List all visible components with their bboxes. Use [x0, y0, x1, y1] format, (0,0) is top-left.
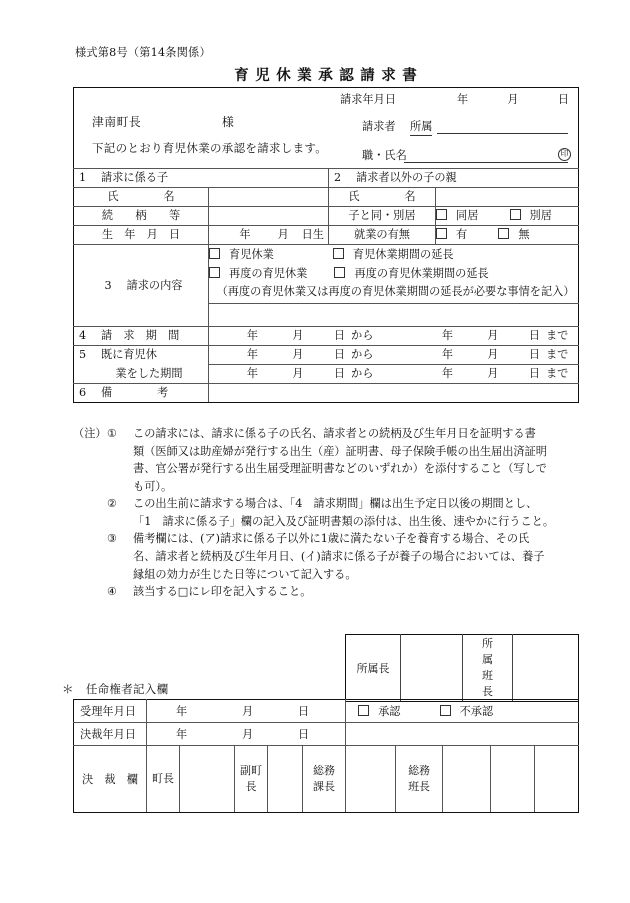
child-name-input[interactable] [209, 188, 329, 207]
seal-mark [558, 146, 571, 161]
note-line: 備考欄には、(ア)請求に係る子以外に1歳に満たない子を養育する場合、その氏 [133, 532, 530, 546]
s4-from-word: から [351, 329, 374, 342]
section1-title-text: 請求に係る子 [101, 171, 169, 184]
affiliation-input[interactable] [437, 120, 568, 134]
receipt-day: 日 [298, 705, 310, 718]
extra-seal-cell-1[interactable] [491, 746, 535, 813]
note-line: 類（医師又は助産婦が発行する出生（産）証明書、母子保険手帳の出生届出済証明 [133, 444, 547, 458]
section5-number: 5 [79, 348, 87, 362]
section6-number: 6 [79, 386, 87, 399]
receipt-date-label: 受理年月日 [74, 700, 147, 723]
s5b-from-year: 年 [246, 367, 259, 380]
section5-title-text1: 既に育児休 [101, 348, 157, 362]
receipt-year: 年 [176, 705, 188, 718]
section2-title [329, 169, 579, 188]
birthdate-month: 月 [277, 228, 289, 241]
main-form-table [73, 87, 579, 403]
section4-title-text: 請 求 期 間 [101, 329, 180, 342]
s5b-from-day: 日 [333, 367, 346, 380]
section5-range-2[interactable] [209, 365, 579, 384]
note-marker: ③ [107, 532, 118, 546]
signer-seal-general-affairs-chief[interactable] [346, 746, 396, 813]
section3-title-text: 請求の内容 [126, 278, 183, 292]
section3-option-4: 再度の育児休業期間の延長 [354, 266, 489, 280]
cohabitation-label: 子と同・別居 [329, 207, 436, 226]
section6-title [74, 384, 209, 403]
note-line: も可）。 [133, 479, 173, 493]
receipt-month: 月 [242, 705, 254, 718]
request-date-day: 日 [557, 93, 569, 106]
relationship-input[interactable] [209, 207, 329, 226]
s5b-from-word: から [351, 367, 374, 380]
checkbox-leave-extension-icon[interactable] [333, 248, 344, 259]
employment-option-1: 有 [456, 228, 468, 241]
signer-label-mayor: 町長 [147, 746, 180, 813]
signer-label-line2: 課長 [313, 780, 336, 793]
section3-option-1: 育児休業 [229, 247, 274, 261]
signer-label-deputy-mayor: 副町長 [235, 746, 268, 813]
birthdate-input[interactable] [209, 226, 329, 245]
section3-option-2: 育児休業期間の延長 [352, 247, 454, 261]
section1-title [74, 169, 329, 188]
checkbox-separate-icon[interactable] [510, 209, 521, 220]
section4-number: 4 [79, 329, 87, 342]
signer-seal-mayor[interactable] [180, 746, 235, 813]
s5b-to-year: 年 [441, 367, 454, 380]
employment-option-2: 無 [518, 228, 530, 241]
title-name-input[interactable] [404, 149, 568, 163]
s5a-to-word: まで [545, 348, 569, 361]
section3-option-3: 再度の育児休業 [229, 266, 308, 280]
note-marker: ② [107, 497, 118, 511]
s5a-from-year: 年 [246, 348, 259, 361]
note-line: 「1 請求に係る子」欄の記入及び証明書類の添付は、出生後、速やかに行うこと。 [133, 514, 555, 528]
section-chief-seal-area[interactable] [513, 635, 579, 702]
s5a-from-day: 日 [333, 348, 346, 361]
s4-to-year: 年 [441, 329, 454, 342]
s4-to-month: 月 [487, 329, 499, 342]
checkbox-approved-icon[interactable] [358, 705, 369, 716]
note-item [73, 425, 585, 495]
decision-date-input[interactable] [147, 723, 346, 746]
appointer-label-text: 任命権者記入欄 [85, 682, 169, 696]
request-statement: 下記のとおり育児休業の承認を請求します。 [92, 141, 328, 155]
appointer-table [73, 699, 579, 813]
section-chief-label-line1: 所 属 [482, 637, 504, 666]
decision-year: 年 [176, 728, 188, 741]
notes-section [73, 425, 585, 601]
section-chief-label [463, 635, 513, 702]
s5b-to-day: 日 [528, 367, 540, 380]
s5a-to-year: 年 [441, 348, 454, 361]
section3-number: 3 [104, 278, 112, 292]
s5a-from-word: から [351, 348, 374, 361]
supervisor-label: 所属長 [346, 635, 401, 702]
signer-label-general-affairs-chief [303, 746, 346, 813]
s4-to-day: 日 [528, 329, 540, 342]
s4-from-month: 月 [292, 329, 304, 342]
signer-seal-deputy-mayor[interactable] [268, 746, 303, 813]
decision-month: 月 [242, 728, 254, 741]
request-date-month: 月 [507, 93, 519, 106]
approval-options [346, 700, 579, 723]
s5b-to-month: 月 [487, 367, 499, 380]
cohabitation-options [436, 207, 579, 226]
section5-title-line2: 業をした期間 [74, 365, 209, 384]
note-text [133, 530, 585, 583]
s5b-to-word: まで [545, 367, 569, 380]
note-line: 縁組の効力が生じた日等について記入する。 [133, 567, 357, 581]
note-item [73, 495, 585, 530]
affiliation-label: 所属 [410, 120, 432, 136]
request-date-year: 年 [457, 93, 469, 106]
notes-label: （注） [73, 427, 107, 440]
signer-label-line2: 班長 [408, 780, 431, 793]
note-line: この請求には、請求に係る子の氏名、請求者との続柄及び生年月日を証明する書 [133, 427, 536, 440]
title-name-label: 職・氏名 [362, 149, 407, 162]
signer-seal-general-affairs-team-leader[interactable] [443, 746, 491, 813]
decision-column-label: 決 裁 欄 [74, 746, 147, 813]
section4-title [74, 327, 209, 346]
document-title: 育児休業承認請求書 [234, 67, 424, 84]
section3-options-row1 [209, 245, 579, 265]
section3-note: （再度の育児休業又は再度の育児休業期間の延長が必要な事情を記入） [209, 283, 579, 304]
s4-from-year: 年 [246, 329, 259, 342]
cohabitation-option-2: 別居 [529, 209, 552, 222]
checkbox-unemployed-icon[interactable] [498, 228, 509, 239]
decision-date-label: 決裁年月日 [74, 723, 147, 746]
birthdate-year: 年 [239, 228, 251, 241]
note-text [133, 425, 585, 495]
cohabitation-option-1: 同居 [456, 209, 479, 222]
section6-title-text: 備 考 [101, 386, 169, 399]
other-parent-name-input[interactable] [436, 188, 579, 207]
checkbox-repeat-extension-icon[interactable] [334, 267, 345, 278]
checkbox-childcare-leave-icon[interactable] [209, 248, 220, 259]
employment-label: 就業の有無 [329, 226, 436, 245]
checkbox-cohabiting-icon[interactable] [436, 209, 447, 220]
checkbox-employed-icon[interactable] [436, 228, 447, 239]
approval-option-2: 不承認 [459, 705, 494, 718]
section2-title-text: 請求者以外の子の親 [356, 171, 457, 184]
checkbox-not-approved-icon[interactable] [440, 705, 451, 716]
section6-input[interactable] [209, 384, 579, 403]
section2-number: 2 [334, 171, 342, 184]
section4-range[interactable] [209, 327, 579, 346]
addressee: 津南町長 [92, 115, 142, 129]
supervisor-approval-box [345, 634, 579, 702]
note-text [133, 583, 585, 601]
section-chief-label-line2: 班 長 [482, 668, 504, 698]
request-date-label: 請求年月日 [340, 93, 396, 106]
note-marker: ① [107, 427, 118, 440]
requester-label: 請求者 [362, 120, 396, 133]
note-item [73, 530, 585, 583]
decision-blank-area [346, 723, 579, 746]
asterisk-icon: ＊ [62, 682, 74, 696]
section5-title-line1 [74, 346, 209, 365]
note-marker: ④ [107, 585, 118, 599]
note-line: 書、官公署が発行する出生届受理証明書などのいずれか）を添付すること（写しで [133, 462, 547, 476]
section3-options-row2 [209, 264, 579, 283]
signer-label-line1: 総務 [313, 763, 336, 777]
section5-range-1[interactable] [209, 346, 579, 365]
section1-number: 1 [79, 171, 87, 184]
section3-title [74, 245, 209, 327]
seal-icon: 印 [558, 148, 571, 161]
header-block [74, 88, 579, 169]
request-date-fields [457, 93, 569, 107]
addressee-honorific: 様 [222, 115, 234, 129]
form-number: 様式第8号（第14条関係） [75, 46, 211, 59]
s4-from-day: 日 [333, 329, 346, 342]
appointer-section-label [62, 681, 168, 697]
s5a-to-month: 月 [487, 348, 499, 361]
child-name-label: 氏 名 [74, 188, 209, 207]
s5a-to-day: 日 [528, 348, 540, 361]
note-line: 名、請求者と続柄及び生年月日、(イ)請求に係る子が養子の場合においては、養子 [133, 550, 545, 564]
decision-day: 日 [298, 728, 310, 741]
note-line: この出生前に請求する場合は、「4 請求期間」欄は出生予定日以後の期間とし、 [133, 497, 538, 511]
approval-option-1: 承認 [378, 705, 401, 718]
s4-to-word: まで [545, 329, 569, 342]
note-item [73, 583, 585, 601]
signer-label-general-affairs-team-leader [396, 746, 443, 813]
birthdate-day: 日生 [301, 228, 324, 241]
receipt-date-input[interactable] [147, 700, 346, 723]
other-parent-name-label: 氏 名 [329, 188, 436, 207]
employment-options [436, 226, 579, 245]
relationship-label: 続 柄 等 [74, 207, 209, 226]
s5a-from-month: 月 [292, 348, 304, 361]
note-text [133, 495, 585, 530]
signer-label-line1: 総務 [408, 763, 431, 777]
supervisor-seal-area[interactable] [401, 635, 463, 702]
extra-seal-cell-2[interactable] [535, 746, 579, 813]
s5b-from-month: 月 [292, 367, 304, 380]
checkbox-repeat-leave-icon[interactable] [209, 267, 220, 278]
note-line: 該当する□にレ印を記入すること。 [133, 585, 312, 599]
birthdate-label: 生 年 月 日 [74, 226, 209, 245]
section3-free-text[interactable] [209, 304, 579, 327]
